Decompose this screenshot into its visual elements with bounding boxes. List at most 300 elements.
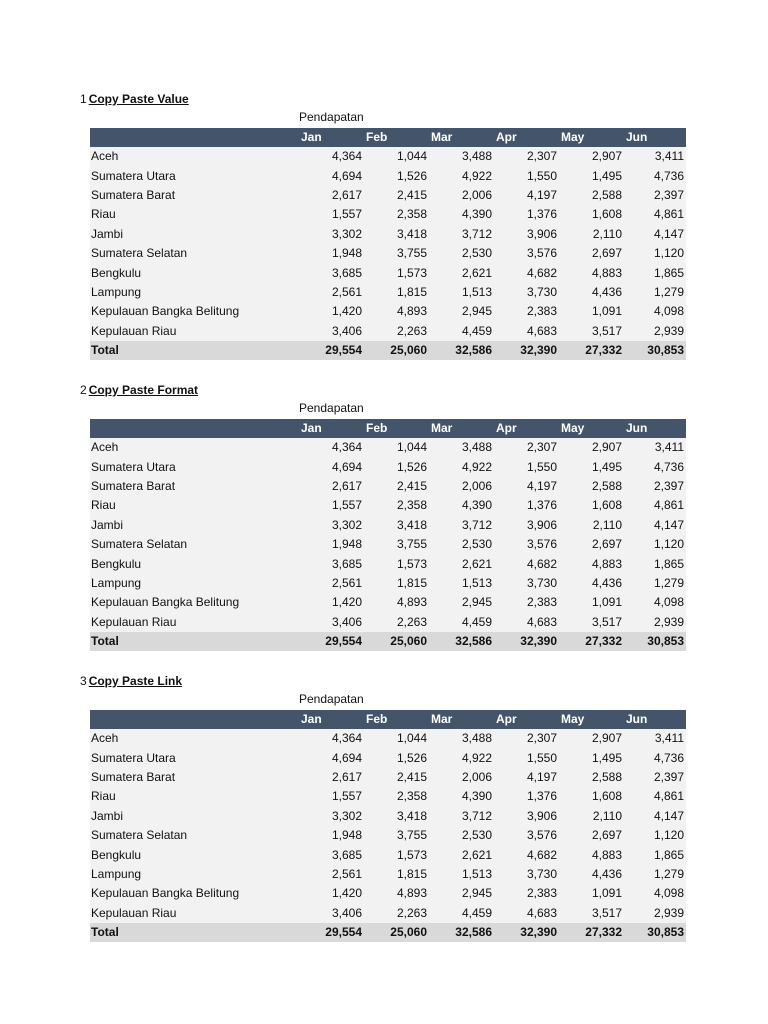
value-cell: 4,922 <box>429 166 494 185</box>
value-cell: 4,459 <box>429 904 494 923</box>
header-cell-feb: Feb <box>364 710 429 729</box>
total-cell: 25,060 <box>364 632 429 651</box>
value-cell: 1,608 <box>559 787 624 806</box>
header-cell-jan: Jan <box>299 710 364 729</box>
value-cell: 4,683 <box>494 322 559 341</box>
region-cell: Lampung <box>90 574 299 593</box>
value-cell: 2,588 <box>559 477 624 496</box>
value-cell: 4,197 <box>494 186 559 205</box>
region-cell: Sumatera Utara <box>90 457 299 476</box>
value-cell: 1,557 <box>299 496 364 515</box>
value-cell: 4,364 <box>299 438 364 457</box>
region-cell: Lampung <box>90 283 299 302</box>
value-cell: 2,397 <box>624 186 686 205</box>
value-cell: 4,682 <box>494 845 559 864</box>
header-cell-may: May <box>559 419 624 438</box>
region-cell: Jambi <box>90 225 299 244</box>
value-cell: 1,865 <box>624 263 686 282</box>
region-cell: Riau <box>90 205 299 224</box>
value-cell: 3,517 <box>559 322 624 341</box>
header-row <box>90 710 686 729</box>
value-cell: 3,906 <box>494 225 559 244</box>
total-cell: 30,853 <box>624 341 686 360</box>
region-cell: Bengkulu <box>90 554 299 573</box>
value-cell: 2,617 <box>299 768 364 787</box>
value-cell: 3,411 <box>624 729 686 748</box>
header-cell-may: May <box>559 128 624 147</box>
value-cell: 1,865 <box>624 554 686 573</box>
value-cell: 3,517 <box>559 904 624 923</box>
value-cell: 1,513 <box>429 283 494 302</box>
table-row <box>90 166 686 185</box>
value-cell: 3,906 <box>494 807 559 826</box>
value-cell: 4,893 <box>364 593 429 612</box>
value-cell: 4,098 <box>624 302 686 321</box>
table-row <box>90 574 686 593</box>
total-row <box>90 341 686 360</box>
value-cell: 2,397 <box>624 477 686 496</box>
region-cell: Riau <box>90 787 299 806</box>
value-cell: 3,406 <box>299 322 364 341</box>
value-cell: 4,098 <box>624 593 686 612</box>
region-cell: Bengkulu <box>90 845 299 864</box>
value-cell: 4,922 <box>429 457 494 476</box>
value-cell: 2,110 <box>559 807 624 826</box>
header-cell-region <box>90 419 299 438</box>
header-cell-mar: Mar <box>429 128 494 147</box>
value-cell: 2,907 <box>559 147 624 166</box>
value-cell: 2,110 <box>559 516 624 535</box>
value-cell: 2,358 <box>364 496 429 515</box>
value-cell: 4,694 <box>299 166 364 185</box>
value-cell: 2,358 <box>364 787 429 806</box>
value-cell: 2,621 <box>429 845 494 864</box>
value-cell: 2,415 <box>364 768 429 787</box>
section-number: 1 <box>80 92 87 106</box>
header-cell-region <box>90 710 299 729</box>
value-cell: 2,307 <box>494 147 559 166</box>
value-cell: 1,091 <box>559 884 624 903</box>
table-row <box>90 807 686 826</box>
total-cell: 32,390 <box>494 341 559 360</box>
value-cell: 4,682 <box>494 263 559 282</box>
table-row <box>90 748 686 767</box>
value-cell: 1,376 <box>494 496 559 515</box>
value-cell: 1,557 <box>299 787 364 806</box>
total-cell: 32,390 <box>494 632 559 651</box>
value-cell: 2,939 <box>624 322 686 341</box>
table-row <box>90 516 686 535</box>
value-cell: 3,411 <box>624 147 686 166</box>
value-cell: 4,861 <box>624 205 686 224</box>
value-cell: 2,263 <box>364 613 429 632</box>
value-cell: 4,682 <box>494 554 559 573</box>
value-cell: 4,736 <box>624 457 686 476</box>
value-cell: 3,685 <box>299 263 364 282</box>
value-cell: 4,736 <box>624 748 686 767</box>
region-cell: Kepulauan Bangka Belitung <box>90 884 299 903</box>
value-cell: 4,390 <box>429 496 494 515</box>
value-cell: 3,576 <box>494 535 559 554</box>
value-cell: 2,907 <box>559 729 624 748</box>
total-cell: 29,554 <box>299 923 364 942</box>
region-cell: Jambi <box>90 807 299 826</box>
value-cell: 3,712 <box>429 516 494 535</box>
region-cell: Aceh <box>90 438 299 457</box>
value-cell: 4,861 <box>624 496 686 515</box>
value-cell: 2,307 <box>494 729 559 748</box>
total-cell: 25,060 <box>364 341 429 360</box>
value-cell: 2,617 <box>299 477 364 496</box>
value-cell: 1,495 <box>559 457 624 476</box>
value-cell: 2,383 <box>494 302 559 321</box>
value-cell: 3,576 <box>494 826 559 845</box>
value-cell: 2,697 <box>559 244 624 263</box>
table-row <box>90 904 686 923</box>
value-cell: 4,683 <box>494 613 559 632</box>
header-cell-mar: Mar <box>429 710 494 729</box>
value-cell: 1,815 <box>364 574 429 593</box>
value-cell: 1,091 <box>559 593 624 612</box>
header-cell-apr: Apr <box>494 710 559 729</box>
value-cell: 1,120 <box>624 244 686 263</box>
header-cell-jan: Jan <box>299 419 364 438</box>
value-cell: 2,945 <box>429 593 494 612</box>
value-cell: 3,406 <box>299 613 364 632</box>
value-cell: 1,815 <box>364 865 429 884</box>
value-cell: 3,418 <box>364 225 429 244</box>
value-cell: 1,376 <box>494 787 559 806</box>
region-cell: Lampung <box>90 865 299 884</box>
value-cell: 1,495 <box>559 166 624 185</box>
table-row <box>90 826 686 845</box>
table-row <box>90 535 686 554</box>
value-cell: 2,588 <box>559 768 624 787</box>
table-caption: Pendapatan <box>299 692 364 706</box>
section-heading <box>80 91 189 107</box>
value-cell: 3,730 <box>494 865 559 884</box>
table-row <box>90 263 686 282</box>
value-cell: 2,697 <box>559 535 624 554</box>
section-title: Copy Paste Value <box>88 92 189 106</box>
value-cell: 3,906 <box>494 516 559 535</box>
value-cell: 1,044 <box>364 729 429 748</box>
value-cell: 2,530 <box>429 535 494 554</box>
value-cell: 4,922 <box>429 748 494 767</box>
value-cell: 1,608 <box>559 205 624 224</box>
region-cell: Riau <box>90 496 299 515</box>
header-cell-may: May <box>559 710 624 729</box>
value-cell: 3,712 <box>429 807 494 826</box>
region-cell: Aceh <box>90 729 299 748</box>
value-cell: 3,488 <box>429 438 494 457</box>
total-cell: 27,332 <box>559 923 624 942</box>
value-cell: 1,557 <box>299 205 364 224</box>
table-row <box>90 729 686 748</box>
value-cell: 1,865 <box>624 845 686 864</box>
value-cell: 1,279 <box>624 283 686 302</box>
header-cell-jun: Jun <box>624 128 686 147</box>
header-cell-feb: Feb <box>364 128 429 147</box>
value-cell: 3,730 <box>494 574 559 593</box>
region-cell: Kepulauan Riau <box>90 613 299 632</box>
value-cell: 1,948 <box>299 535 364 554</box>
region-cell: Kepulauan Riau <box>90 322 299 341</box>
region-cell: Kepulauan Bangka Belitung <box>90 593 299 612</box>
value-cell: 4,098 <box>624 884 686 903</box>
value-cell: 1,573 <box>364 845 429 864</box>
table-row <box>90 845 686 864</box>
value-cell: 3,411 <box>624 438 686 457</box>
value-cell: 1,550 <box>494 457 559 476</box>
revenue-table <box>90 128 686 360</box>
value-cell: 4,883 <box>559 554 624 573</box>
value-cell: 2,263 <box>364 904 429 923</box>
value-cell: 1,120 <box>624 535 686 554</box>
value-cell: 2,561 <box>299 574 364 593</box>
value-cell: 3,755 <box>364 244 429 263</box>
value-cell: 2,307 <box>494 438 559 457</box>
value-cell: 4,147 <box>624 225 686 244</box>
total-cell: 29,554 <box>299 341 364 360</box>
total-cell: 32,586 <box>429 632 494 651</box>
region-cell: Jambi <box>90 516 299 535</box>
value-cell: 3,302 <box>299 807 364 826</box>
value-cell: 1,279 <box>624 865 686 884</box>
value-cell: 2,263 <box>364 322 429 341</box>
table-row <box>90 225 686 244</box>
value-cell: 3,302 <box>299 516 364 535</box>
total-label: Total <box>90 923 299 942</box>
value-cell: 2,006 <box>429 186 494 205</box>
value-cell: 3,712 <box>429 225 494 244</box>
region-cell: Sumatera Selatan <box>90 244 299 263</box>
revenue-table <box>90 419 686 651</box>
value-cell: 4,364 <box>299 729 364 748</box>
value-cell: 3,418 <box>364 516 429 535</box>
value-cell: 1,495 <box>559 748 624 767</box>
total-cell: 29,554 <box>299 632 364 651</box>
value-cell: 1,091 <box>559 302 624 321</box>
value-cell: 1,279 <box>624 574 686 593</box>
section-heading <box>80 382 198 398</box>
table-row <box>90 613 686 632</box>
table-row <box>90 438 686 457</box>
value-cell: 1,120 <box>624 826 686 845</box>
value-cell: 2,006 <box>429 768 494 787</box>
value-cell: 4,893 <box>364 302 429 321</box>
value-cell: 1,044 <box>364 438 429 457</box>
value-cell: 2,945 <box>429 884 494 903</box>
region-cell: Sumatera Barat <box>90 768 299 787</box>
value-cell: 4,436 <box>559 283 624 302</box>
value-cell: 1,526 <box>364 457 429 476</box>
region-cell: Bengkulu <box>90 263 299 282</box>
total-label: Total <box>90 632 299 651</box>
table-row <box>90 787 686 806</box>
value-cell: 2,530 <box>429 244 494 263</box>
value-cell: 1,573 <box>364 554 429 573</box>
table-row <box>90 865 686 884</box>
value-cell: 2,110 <box>559 225 624 244</box>
header-cell-feb: Feb <box>364 419 429 438</box>
value-cell: 3,755 <box>364 826 429 845</box>
table-row <box>90 477 686 496</box>
table-row <box>90 283 686 302</box>
value-cell: 2,588 <box>559 186 624 205</box>
value-cell: 4,694 <box>299 457 364 476</box>
value-cell: 4,390 <box>429 205 494 224</box>
table-row <box>90 244 686 263</box>
region-cell: Sumatera Barat <box>90 186 299 205</box>
region-cell: Sumatera Selatan <box>90 826 299 845</box>
value-cell: 1,044 <box>364 147 429 166</box>
section-title: Copy Paste Link <box>88 674 183 688</box>
value-cell: 2,939 <box>624 904 686 923</box>
value-cell: 2,617 <box>299 186 364 205</box>
table-row <box>90 457 686 476</box>
value-cell: 3,685 <box>299 554 364 573</box>
value-cell: 3,488 <box>429 147 494 166</box>
value-cell: 2,383 <box>494 884 559 903</box>
value-cell: 4,893 <box>364 884 429 903</box>
value-cell: 4,459 <box>429 322 494 341</box>
value-cell: 4,736 <box>624 166 686 185</box>
region-cell: Sumatera Barat <box>90 477 299 496</box>
header-cell-apr: Apr <box>494 128 559 147</box>
total-cell: 25,060 <box>364 923 429 942</box>
value-cell: 1,948 <box>299 244 364 263</box>
region-cell: Kepulauan Riau <box>90 904 299 923</box>
value-cell: 4,883 <box>559 845 624 864</box>
revenue-table <box>90 710 686 942</box>
total-row <box>90 632 686 651</box>
value-cell: 3,576 <box>494 244 559 263</box>
value-cell: 4,694 <box>299 748 364 767</box>
value-cell: 2,006 <box>429 477 494 496</box>
value-cell: 2,358 <box>364 205 429 224</box>
table-row <box>90 186 686 205</box>
header-row <box>90 419 686 438</box>
section-number: 3 <box>80 674 87 688</box>
value-cell: 2,415 <box>364 477 429 496</box>
value-cell: 2,383 <box>494 593 559 612</box>
value-cell: 1,608 <box>559 496 624 515</box>
value-cell: 4,459 <box>429 613 494 632</box>
value-cell: 3,488 <box>429 729 494 748</box>
header-cell-mar: Mar <box>429 419 494 438</box>
value-cell: 3,755 <box>364 535 429 554</box>
total-cell: 30,853 <box>624 632 686 651</box>
header-row <box>90 128 686 147</box>
region-cell: Sumatera Utara <box>90 748 299 767</box>
table-caption: Pendapatan <box>299 401 364 415</box>
table-row <box>90 884 686 903</box>
value-cell: 4,436 <box>559 865 624 884</box>
value-cell: 4,883 <box>559 263 624 282</box>
total-row <box>90 923 686 942</box>
value-cell: 3,406 <box>299 904 364 923</box>
value-cell: 4,197 <box>494 477 559 496</box>
table-caption: Pendapatan <box>299 110 364 124</box>
table-row <box>90 593 686 612</box>
value-cell: 2,939 <box>624 613 686 632</box>
value-cell: 1,420 <box>299 302 364 321</box>
value-cell: 1,948 <box>299 826 364 845</box>
header-cell-region <box>90 128 299 147</box>
header-cell-apr: Apr <box>494 419 559 438</box>
value-cell: 3,685 <box>299 845 364 864</box>
value-cell: 3,418 <box>364 807 429 826</box>
value-cell: 4,861 <box>624 787 686 806</box>
table-row <box>90 147 686 166</box>
value-cell: 2,561 <box>299 865 364 884</box>
value-cell: 1,526 <box>364 748 429 767</box>
value-cell: 1,513 <box>429 574 494 593</box>
table-row <box>90 554 686 573</box>
value-cell: 1,550 <box>494 748 559 767</box>
value-cell: 4,197 <box>494 768 559 787</box>
value-cell: 4,364 <box>299 147 364 166</box>
value-cell: 3,730 <box>494 283 559 302</box>
region-cell: Sumatera Utara <box>90 166 299 185</box>
table-row <box>90 205 686 224</box>
total-cell: 27,332 <box>559 341 624 360</box>
value-cell: 2,415 <box>364 186 429 205</box>
table-row <box>90 496 686 515</box>
header-cell-jun: Jun <box>624 710 686 729</box>
value-cell: 1,550 <box>494 166 559 185</box>
region-cell: Sumatera Selatan <box>90 535 299 554</box>
total-cell: 32,586 <box>429 923 494 942</box>
table-row <box>90 768 686 787</box>
total-label: Total <box>90 341 299 360</box>
table-row <box>90 322 686 341</box>
value-cell: 2,907 <box>559 438 624 457</box>
value-cell: 4,436 <box>559 574 624 593</box>
value-cell: 1,513 <box>429 865 494 884</box>
header-cell-jun: Jun <box>624 419 686 438</box>
total-cell: 30,853 <box>624 923 686 942</box>
value-cell: 3,302 <box>299 225 364 244</box>
value-cell: 2,397 <box>624 768 686 787</box>
table-row <box>90 302 686 321</box>
total-cell: 27,332 <box>559 632 624 651</box>
total-cell: 32,586 <box>429 341 494 360</box>
value-cell: 1,420 <box>299 884 364 903</box>
value-cell: 1,420 <box>299 593 364 612</box>
value-cell: 1,573 <box>364 263 429 282</box>
value-cell: 1,526 <box>364 166 429 185</box>
value-cell: 2,561 <box>299 283 364 302</box>
region-cell: Kepulauan Bangka Belitung <box>90 302 299 321</box>
total-cell: 32,390 <box>494 923 559 942</box>
value-cell: 2,945 <box>429 302 494 321</box>
value-cell: 4,147 <box>624 516 686 535</box>
value-cell: 2,621 <box>429 554 494 573</box>
section-number: 2 <box>80 383 87 397</box>
value-cell: 4,147 <box>624 807 686 826</box>
value-cell: 4,390 <box>429 787 494 806</box>
value-cell: 2,621 <box>429 263 494 282</box>
value-cell: 2,697 <box>559 826 624 845</box>
region-cell: Aceh <box>90 147 299 166</box>
section-heading <box>80 673 182 689</box>
section-title: Copy Paste Format <box>88 383 199 397</box>
value-cell: 1,815 <box>364 283 429 302</box>
value-cell: 3,517 <box>559 613 624 632</box>
value-cell: 2,530 <box>429 826 494 845</box>
